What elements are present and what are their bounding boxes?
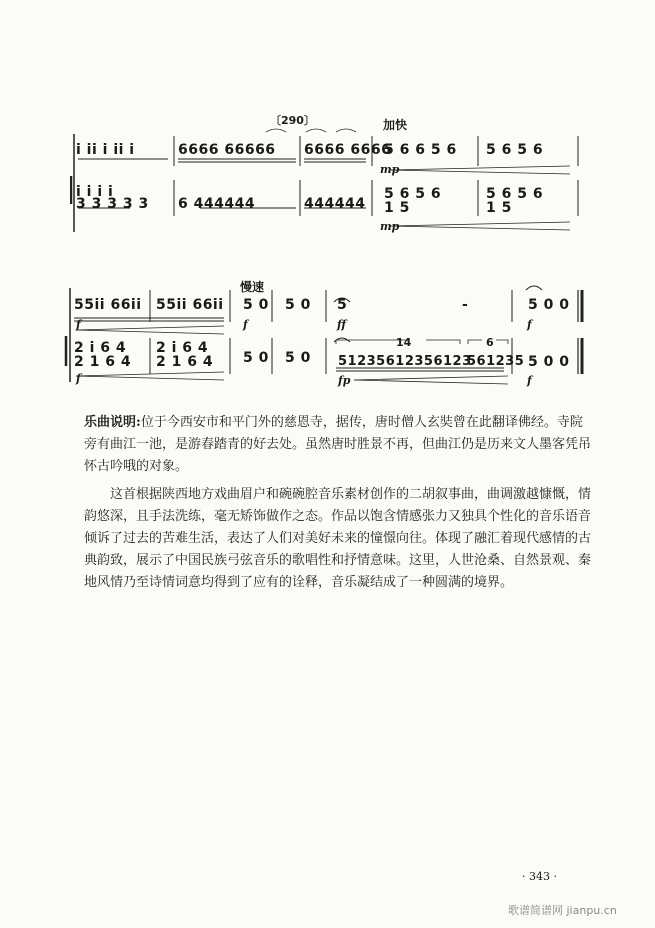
description-paragraph-2: [84, 484, 592, 594]
dynamic-f-end-bottom: f: [527, 374, 532, 387]
dynamic-f-bottom: f: [76, 372, 81, 385]
row2-bottom-measure-2b: 2 1 6 4: [156, 354, 214, 370]
row2-top-measure-2: 55ii 66ii: [156, 297, 224, 313]
tuplet-6: 6: [486, 336, 494, 349]
row1-top-measure-1: i ii i ii i: [76, 142, 135, 158]
row1-bottom-measure-1a: i i i i: [76, 184, 114, 200]
row2-bottom-measure-2a: 2 i 6 4: [156, 340, 209, 356]
row2-bottom-measure-1b: 2 1 6 4: [74, 354, 132, 370]
row1-bottom-measure-4b: 1 5: [384, 200, 410, 216]
row1-top-measure-4: 5 6 6 5 6: [384, 142, 457, 158]
music-description: [84, 412, 592, 594]
staff-lines-row2: [64, 282, 594, 392]
row2-bottom-measure-1a: 2 i 6 4: [74, 340, 127, 356]
row1-bottom-measure-5a: 5 6 5 6: [486, 186, 544, 202]
row2-bottom-run-6: 561235: [467, 354, 525, 369]
row2-bottom-measure-3: 5 0: [243, 350, 269, 366]
row2-top-measure-6: 5 0 0: [528, 297, 570, 313]
row2-top-measure-5: 5: [337, 297, 348, 313]
row2-top-measure-4: 5 0: [285, 297, 311, 313]
tempo-accelerando: 加快: [383, 118, 408, 132]
description-label: 乐曲说明:: [84, 415, 141, 430]
row2-bottom-measure-4: 5 0: [285, 350, 311, 366]
dynamic-mp-bottom: mp: [380, 220, 400, 233]
dynamic-fp: fp: [338, 374, 351, 387]
rehearsal-mark: 〔290〕: [270, 114, 315, 127]
row1-bottom-measure-5b: 1 5: [486, 200, 512, 216]
row1-bottom-measure-4a: 5 6 5 6: [384, 186, 442, 202]
row2-top-measure-5-hold: -: [462, 297, 469, 313]
row1-top-measure-5: 5 6 5 6: [486, 142, 544, 158]
row1-top-measure-2: 6666 66666: [178, 142, 276, 158]
row1-bottom-measure-3: 444444: [304, 196, 366, 212]
row2-top-measure-1: 55ii 66ii: [74, 297, 142, 313]
row2-bottom-measure-6: 5 0 0: [528, 354, 570, 370]
row1-top-measure-3: 6666 6666: [304, 142, 392, 158]
row1-bottom-measure-1b: 3 3 3 3 3: [76, 196, 149, 212]
row2-top-measure-3: 5 0: [243, 297, 269, 313]
row1-bottom-measure-2: 6 444444: [178, 196, 256, 212]
dynamic-f-top: f: [76, 318, 81, 331]
description-text-2: 这首根据陕西地方戏曲眉户和碗碗腔音乐素材创作的二胡叙事曲，曲调激越慷慨，情韵悠深，且手法洗练，毫无矫饰做作之态。作品以饱含情感张力又独具个性化的音乐语音倾诉了过去的苦难生活，表达了人们对美好未来的憧憬向往。体现了融汇着现代感情的古典韵致，展示了中国民族弓弦音乐的歌唱性和抒情意味。这里，人世沧桑、自然景观、秦地风情乃至诗情词意均得到了应有的诠释，音乐凝结成了一种圆满的境界。: [84, 487, 592, 590]
dynamic-ff: ff: [337, 318, 347, 331]
description-text-1: 位于今西安市和平门外的慈恩寺，据传，唐时僧人玄奘曾在此翻译佛经。寺院旁有曲江一池，是游春踏青的好去处。虽然唐时胜景不再，但曲江仍是历来文人墨客凭吊怀古吟哦的对象。: [84, 415, 592, 474]
dynamic-f-end-top: f: [527, 318, 532, 331]
watermark: 歌谱简谱网 jianpu.cn: [508, 904, 617, 917]
dynamic-f-slow: f: [243, 318, 248, 331]
dynamic-mp-top: mp: [380, 163, 400, 176]
tempo-slow: 慢速: [240, 280, 265, 294]
tuplet-14: 14: [396, 336, 412, 349]
description-paragraph-1: [84, 412, 592, 478]
page-number: · 343 ·: [522, 870, 557, 883]
row2-bottom-run-14: 51235612356123: [338, 354, 472, 369]
